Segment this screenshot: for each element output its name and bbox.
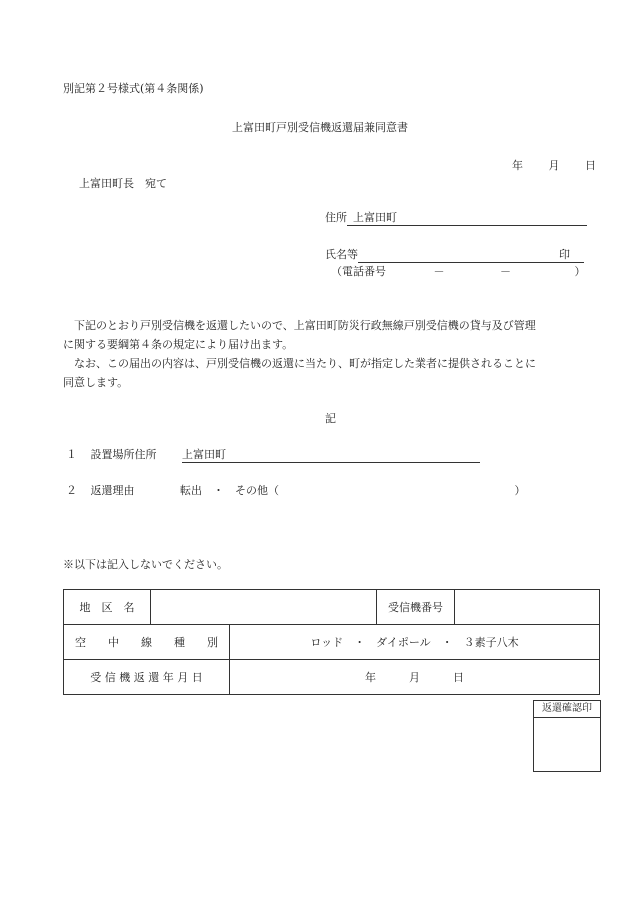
date-line (512, 157, 596, 173)
seal-mark: 印 (559, 248, 570, 261)
body-line: 同意します。 (63, 376, 129, 389)
date-year: 年 (512, 159, 523, 172)
phone-dash: － (500, 265, 511, 278)
return-date-cell[interactable]: 年 月 日 (230, 660, 600, 695)
applicant-name (325, 246, 584, 263)
location-field[interactable] (182, 446, 480, 463)
applicant-address (325, 209, 587, 226)
item-label: 返還理由 (90, 484, 135, 497)
addressee: 上富田町長 宛て (79, 177, 167, 190)
district-cell[interactable] (151, 590, 377, 625)
name-field[interactable] (358, 246, 584, 263)
address-value: 上富田町 (353, 211, 397, 224)
applicant-phone (331, 263, 586, 279)
receiver-number-label: 受信機番号 (377, 590, 455, 625)
name-label: 氏名等 (325, 248, 358, 261)
item-number: ２ (66, 484, 77, 497)
phone-close: ） (574, 265, 586, 278)
body-line: なお、この届出の内容は、戸別受信機の返還に当たり、町が指定した業者に提供されることに (74, 357, 536, 370)
item-number: １ (66, 448, 77, 461)
document-title: 上富田町戸別受信機返還届兼同意書 (232, 121, 408, 134)
stamp-label: 返還確認印 (534, 701, 600, 718)
return-date-label: 受 信 機 返 還 年 月 日 (64, 660, 230, 695)
office-use-note: ※以下は記入しないでください。 (63, 558, 228, 571)
office-use-table (63, 589, 600, 695)
item-location (66, 446, 480, 463)
district-label: 地 区 名 (64, 590, 151, 625)
address-field[interactable] (347, 209, 587, 226)
stamp-area[interactable] (534, 718, 600, 771)
confirmation-stamp-box (533, 700, 601, 772)
item-reason (66, 482, 526, 498)
form-reference: 別記第２号様式(第４条関係) (63, 82, 204, 95)
phone-dash: － (433, 265, 445, 278)
antenna-type-label: 空 中 線 種 別 (64, 625, 230, 660)
address-label: 住所 (325, 211, 347, 224)
antenna-type-options[interactable]: ロッド ・ ダイポール ・ ３素子八木 (230, 625, 600, 660)
reason-close: ） (514, 484, 526, 497)
receiver-number-cell[interactable] (455, 590, 600, 625)
ki-heading: 記 (325, 412, 336, 425)
body-text (63, 316, 601, 392)
reason-options[interactable]: 転出 ・ その他（ (180, 484, 279, 497)
location-value: 上富田町 (182, 448, 226, 461)
body-line: に関する要綱第４条の規定により届け出ます。 (63, 338, 294, 351)
table-row (64, 660, 600, 695)
table-row (64, 625, 600, 660)
item-label: 設置場所住所 (90, 448, 157, 461)
date-month: 月 (548, 159, 560, 172)
table-row (64, 590, 600, 625)
date-day: 日 (585, 159, 596, 172)
body-line: 下記のとおり戸別受信機を返還したいので、上富田町防災行政無線戸別受信機の貸与及び管理 (74, 319, 536, 332)
phone-label: （電話番号 (331, 265, 386, 278)
